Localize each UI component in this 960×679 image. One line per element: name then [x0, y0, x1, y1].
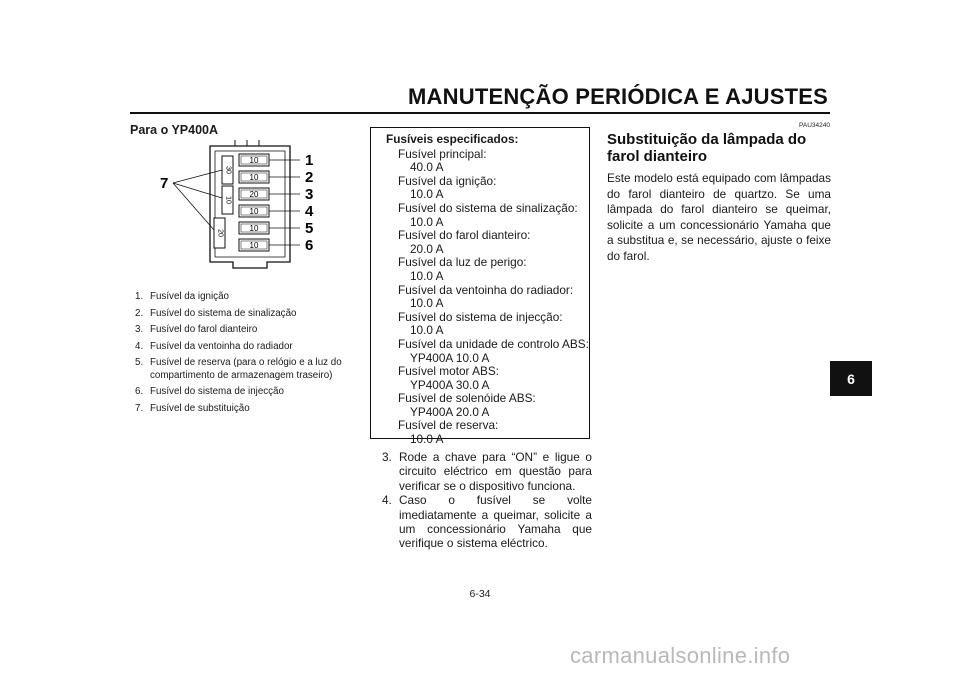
callout-3: 3	[305, 186, 314, 203]
spare-fuse	[214, 218, 225, 248]
fuse-2-label: 10	[249, 173, 259, 182]
spec-value: 10.0 A	[410, 323, 444, 338]
spec-value: YP400A 10.0 A	[410, 350, 490, 365]
spec-label: Fusível da ignição:	[398, 173, 497, 188]
fuse-slot-3	[239, 188, 269, 200]
title-rule	[130, 112, 830, 114]
spec-label: Fusível do sistema de injecção:	[398, 309, 563, 324]
fuse-3-label: 20	[249, 190, 259, 199]
spec-value: 40.0 A	[410, 160, 444, 175]
spare-fuse-label: 20	[216, 229, 224, 237]
spec-label: Fusível principal:	[398, 146, 487, 161]
legend-item: 1. Fusível da ignição	[135, 291, 229, 302]
reference-code: PAU34240	[799, 122, 830, 129]
spec-label: Fusível da ventoinha do radiador:	[398, 282, 574, 297]
fuse-slot-1	[239, 154, 269, 166]
spec-label: Fusível da unidade de controlo ABS:	[398, 336, 589, 351]
section-body: Este modelo está equipado com lâmpadas do farol dianteiro de quartzo. Se uma lâmpada do farol dianteiro se queimar, solicite a um concessionário Yamaha que a substitua e, se necessário, ajuste o feixe do farol.	[607, 171, 831, 263]
callout-2: 2	[305, 169, 314, 186]
spare-fuse	[222, 186, 233, 214]
watermark: carmanualsonline.info	[570, 643, 791, 668]
callout-1: 1	[305, 152, 314, 169]
step-item: 3. Rode a chave para “ON” e ligue o circuito eléctrico em questão para verificar se o dispositivo funciona.	[382, 450, 592, 493]
callout-6: 6	[305, 237, 314, 254]
spare-fuse	[222, 156, 233, 184]
legend-item: 7. Fusível de substituição	[135, 402, 250, 414]
fuse-4-label: 10	[249, 207, 259, 216]
spec-value: 10.0 A	[410, 214, 444, 229]
spare-fuse-label: 10	[224, 196, 232, 204]
callout-4: 4	[305, 203, 314, 220]
step-item: 4. Caso o fusível se volte imediatamente a queimar, solicite a um concessionário Yamaha que verifique o sistema eléctrico.	[382, 493, 592, 551]
legend-item: 5. Fusível de reserva (para o relógio e a luz do compartimento de armazenagem traseiro)	[135, 357, 342, 381]
fuse-box-diagram	[155, 140, 325, 280]
specified-fuses-box	[370, 127, 590, 447]
model-heading: Para o YP400A	[130, 123, 219, 137]
fuse-slot-6	[239, 239, 269, 251]
spec-title: Fusíveis especificados:	[386, 132, 519, 146]
spec-value: 10.0 A	[410, 296, 444, 311]
legend-item: 3. Fusível do farol dianteiro	[135, 324, 258, 336]
legend-item: 6. Fusível do sistema de injecção	[135, 386, 284, 398]
page-title: MANUTENÇÃO PERIÓDICA E AJUSTES	[408, 84, 828, 109]
spec-value: 10.0 A	[410, 187, 444, 202]
spec-label: Fusível do sistema de sinalização:	[398, 200, 578, 215]
section-title: Substituição da lâmpada do farol dianteiro	[607, 131, 807, 165]
legend-item: 4. Fusível da ventoinha do radiador	[135, 340, 293, 352]
spec-value: 20.0 A	[410, 241, 444, 256]
spec-value: YP400A 20.0 A	[410, 404, 490, 419]
fuse-1-label: 10	[249, 156, 259, 165]
spec-value: 10.0 A	[410, 268, 444, 283]
callout-7: 7	[160, 175, 169, 192]
fuse-slot-2	[239, 171, 269, 183]
chapter-tab[interactable]: 6	[830, 361, 872, 396]
legend-item: 2. Fusível do sistema de sinalização	[135, 307, 297, 319]
page-number: 6-34	[469, 588, 491, 600]
fuse-slot-4	[239, 205, 269, 217]
spare-fuse-label: 30	[224, 166, 232, 174]
spec-label: Fusível do farol dianteiro:	[398, 228, 531, 243]
fuse-6-label: 10	[249, 241, 259, 250]
spec-label: Fusível de solenóide ABS:	[398, 391, 536, 406]
spec-label: Fusível da luz de perigo:	[398, 255, 527, 270]
spec-value: 10.0 A	[410, 432, 444, 447]
fuse-legend	[135, 291, 360, 419]
spec-label: Fusível de reserva:	[398, 418, 499, 433]
spec-label: Fusível motor ABS:	[398, 364, 499, 379]
fuse-5-label: 10	[249, 224, 259, 233]
fuse-slot-5	[239, 222, 269, 234]
spec-value: YP400A 30.0 A	[410, 377, 490, 392]
procedure-steps	[382, 450, 592, 551]
callout-5: 5	[305, 220, 314, 237]
